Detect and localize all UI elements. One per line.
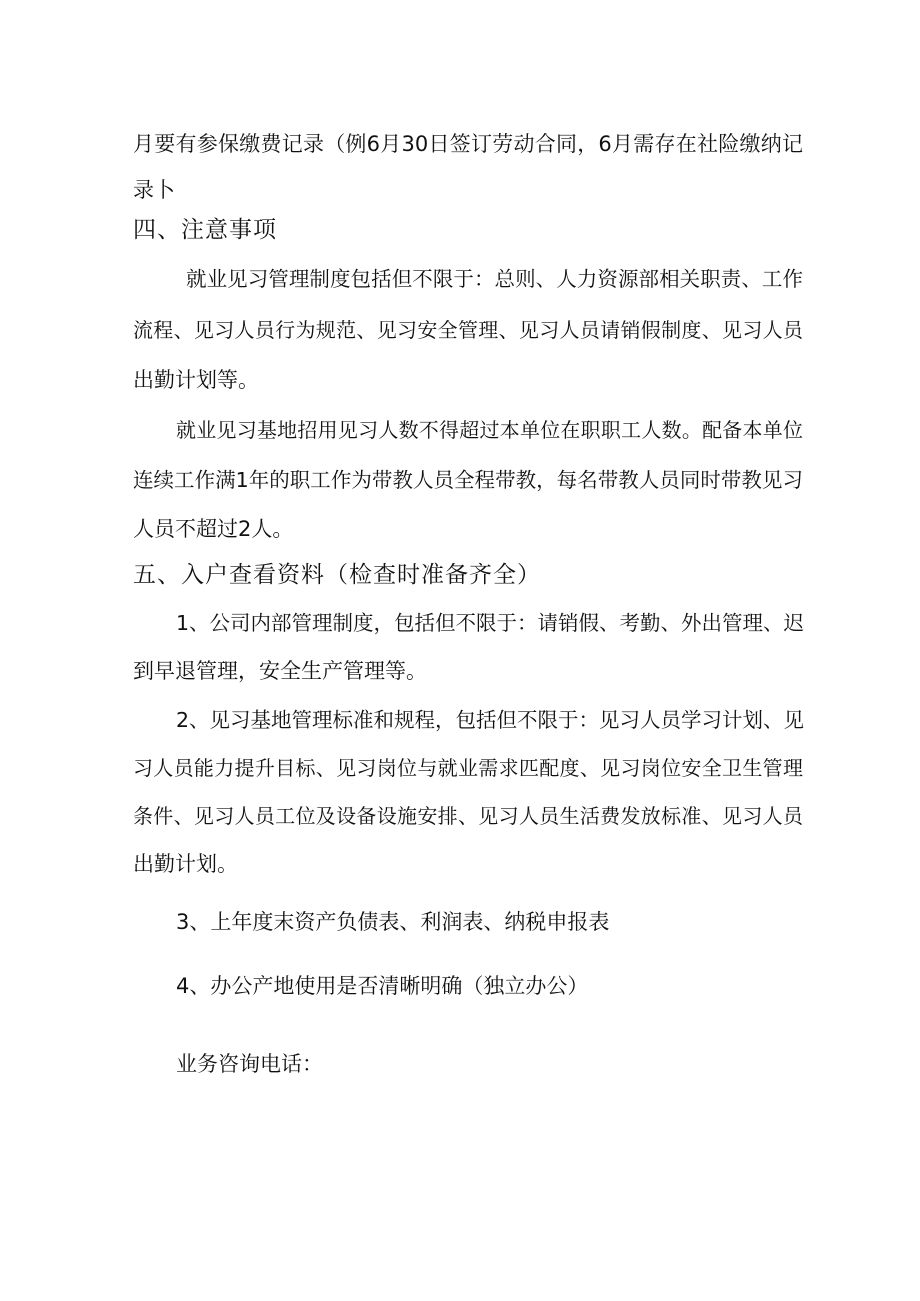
text-line: 1、公司内部管理制度，包括但不限于：请销假、考勤、外出管理、迟: [176, 611, 805, 635]
text-line: 3、上年度末资产负债表、利润表、纳税申报表: [176, 910, 610, 934]
text-line: 流程、见习人员行为规范、见习安全管理、见习人员请销假制度、见习人员: [133, 318, 803, 342]
text-line: 习人员能力提升目标、见习岗位与就业需求匹配度、见习岗位安全卫生管理: [133, 756, 803, 780]
text-line: 出勤计划。: [133, 852, 238, 876]
section-heading: 五、入户查看资料（检查时准备齐全）: [133, 562, 541, 588]
text-line: 连续工作满1年的职工作为带教人员全程带教，每名带教人员同时带教见习: [133, 468, 803, 492]
text-line: 业务咨询电话：: [176, 1052, 323, 1076]
text-line: 人员不超过2人。: [133, 517, 294, 541]
text-line: 录卜: [133, 178, 175, 202]
section-heading: 四、注意事项: [133, 217, 277, 243]
text-line: 就业见习管理制度包括但不限于：总则、人力资源部相关职责、工作: [186, 267, 803, 291]
text-line: 2、见习基地管理标准和规程，包括但不限于：见习人员学习计划、见: [176, 708, 805, 732]
text-line: 到早退管理，安全生产管理等。: [133, 659, 427, 683]
text-line: 就业见习基地招用见习人数不得超过本单位在职职工人数。配备本单位: [176, 418, 803, 442]
text-line: 4、办公产地使用是否清晰明确（独立办公）: [176, 974, 589, 998]
text-line: 条件、见习人员工位及设备设施安排、见习人员生活费发放标准、见习人员: [133, 804, 803, 828]
text-line: 出勤计划等。: [133, 368, 259, 392]
text-line: 月要有参保缴费记录（例6月30日签订劳动合同，6月需存在社险缴纳记: [133, 132, 803, 156]
